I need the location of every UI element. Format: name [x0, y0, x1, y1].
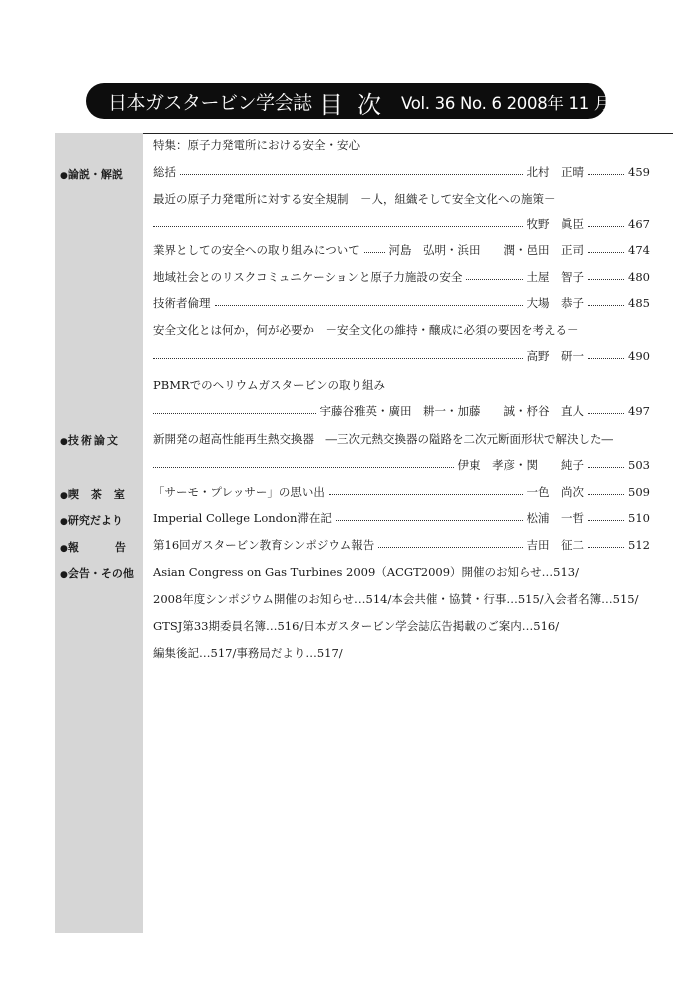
- leader-dots: [153, 358, 523, 359]
- entry-title: 業界としての安全への取り組みについて: [153, 243, 360, 257]
- bullet-icon: ●: [60, 544, 68, 554]
- leader-dots: [364, 252, 385, 253]
- entry-author: 高野 研一: [526, 349, 585, 363]
- entry-title: 総括: [153, 165, 176, 179]
- leader-dots: [153, 226, 523, 227]
- entry-author: 松浦 一哲: [526, 511, 585, 525]
- leader-dots: [588, 279, 624, 280]
- entry-author: 北村 正晴: [526, 165, 585, 179]
- toc-entry[interactable]: [153, 403, 650, 419]
- category-review: ●論説・解説: [60, 168, 123, 181]
- notice-line[interactable]: 2008年度シンポジウム開催のお知らせ…514/本会共催・協賛・行事…515/入会者名簿…515/: [153, 592, 639, 606]
- entry-title: 第16回ガスタービン教育シンポジウム報告: [153, 538, 375, 552]
- leader-dots: [588, 520, 624, 521]
- category-notice: ●会告・その他: [60, 567, 134, 580]
- entry-page: 467: [628, 217, 650, 231]
- toc-heading: 目次: [319, 91, 395, 119]
- entry-author: 吉田 征二: [526, 538, 585, 552]
- leader-dots: [336, 520, 523, 521]
- entry-page: 510: [628, 511, 650, 525]
- toc-entry[interactable]: [153, 242, 650, 258]
- leader-dots: [215, 305, 523, 306]
- entry-title[interactable]: 新開発の超高性能再生熱交換器 ―三次元熱交換器の隘路を二次元断面形状で解決した―: [153, 432, 613, 446]
- leader-dots: [588, 413, 624, 414]
- entry-page: 480: [628, 270, 650, 284]
- leader-dots: [588, 226, 624, 227]
- top-rule: [143, 133, 673, 134]
- toc-entry[interactable]: [153, 164, 650, 180]
- entry-page: 503: [628, 458, 650, 472]
- entry-title[interactable]: 安全文化とは何か，何が必要か －安全文化の維持・醸成に必須の要因を考える－: [153, 323, 579, 337]
- category-lab: ●研究だより: [60, 514, 123, 527]
- notice-line[interactable]: 編集後記…517/事務局だより…517/: [153, 646, 343, 660]
- entry-page: 497: [628, 404, 650, 418]
- entry-title: 「サーモ・プレッサー」の思い出: [153, 485, 325, 499]
- toc-entry[interactable]: [153, 457, 650, 473]
- leader-dots: [588, 358, 624, 359]
- leader-dots: [153, 413, 316, 414]
- notice-line[interactable]: Asian Congress on Gas Turbines 2009（ACGT2009）開催のお知らせ…513/: [153, 565, 579, 579]
- entry-title[interactable]: PBMRでのヘリウムガスタービンの取り組み: [153, 378, 386, 392]
- leader-dots: [588, 467, 624, 468]
- leader-dots: [588, 547, 624, 548]
- leader-dots: [466, 279, 522, 280]
- entry-author: 宇藤谷雅英・廣田 耕一・加藤 誠・杼谷 直人: [319, 404, 585, 418]
- toc-entry[interactable]: [153, 216, 650, 232]
- leader-dots: [153, 467, 454, 468]
- bullet-icon: ●: [60, 570, 68, 580]
- entry-author: 河島 弘明・浜田 潤・邑田 正司: [388, 243, 585, 257]
- entry-page: 512: [628, 538, 650, 552]
- entry-page: 474: [628, 243, 650, 257]
- journal-title: 日本ガスタービン学会誌: [108, 92, 312, 114]
- bullet-icon: ●: [60, 517, 68, 527]
- category-cafe: ●喫茶室: [60, 488, 137, 501]
- leader-dots: [378, 547, 522, 548]
- toc-entry[interactable]: [153, 510, 650, 526]
- category-paper: ●技術論文: [60, 434, 120, 447]
- entry-author: 大場 恭子: [526, 296, 585, 310]
- toc-entry[interactable]: [153, 348, 650, 364]
- toc-entry[interactable]: [153, 295, 650, 311]
- header-bar: [86, 83, 611, 119]
- leader-dots: [588, 174, 624, 175]
- entry-title: 技術者倫理: [153, 296, 211, 310]
- leader-dots: [588, 252, 624, 253]
- toc-entry[interactable]: [153, 269, 650, 285]
- entry-title: Imperial College London滞在記: [153, 511, 332, 525]
- entry-page: 459: [628, 165, 650, 179]
- entry-author: 一色 尚次: [526, 485, 585, 499]
- leader-dots: [588, 494, 624, 495]
- entry-page: 490: [628, 349, 650, 363]
- special-feature-title: 特集：原子力発電所における安全・安心: [153, 138, 360, 152]
- bullet-icon: ●: [60, 171, 68, 181]
- category-report: ●報告: [60, 541, 162, 554]
- entry-author: 土屋 智子: [526, 270, 585, 284]
- notice-line[interactable]: GTSJ第33期委員名簿…516/日本ガスタービン学会誌広告掲載のご案内…516/: [153, 619, 560, 633]
- toc-entry[interactable]: [153, 484, 650, 500]
- volume-info: Vol. 36 No. 6 2008年 11 月: [401, 94, 611, 113]
- bullet-icon: ●: [60, 437, 68, 447]
- leader-dots: [180, 174, 523, 175]
- category-sidebar: [55, 133, 143, 933]
- bullet-icon: ●: [60, 491, 68, 501]
- leader-dots: [329, 494, 523, 495]
- entry-title: 地域社会とのリスクコミュニケーションと原子力施設の安全: [153, 270, 463, 284]
- toc-entry[interactable]: [153, 537, 650, 553]
- entry-page: 509: [628, 485, 650, 499]
- leader-dots: [588, 305, 624, 306]
- entry-author: 伊東 孝彦・関 純子: [457, 458, 585, 472]
- entry-title[interactable]: 最近の原子力発電所に対する安全規制 －人，組織そして安全文化への施策－: [153, 192, 556, 206]
- entry-page: 485: [628, 296, 650, 310]
- entry-author: 牧野 眞臣: [526, 217, 585, 231]
